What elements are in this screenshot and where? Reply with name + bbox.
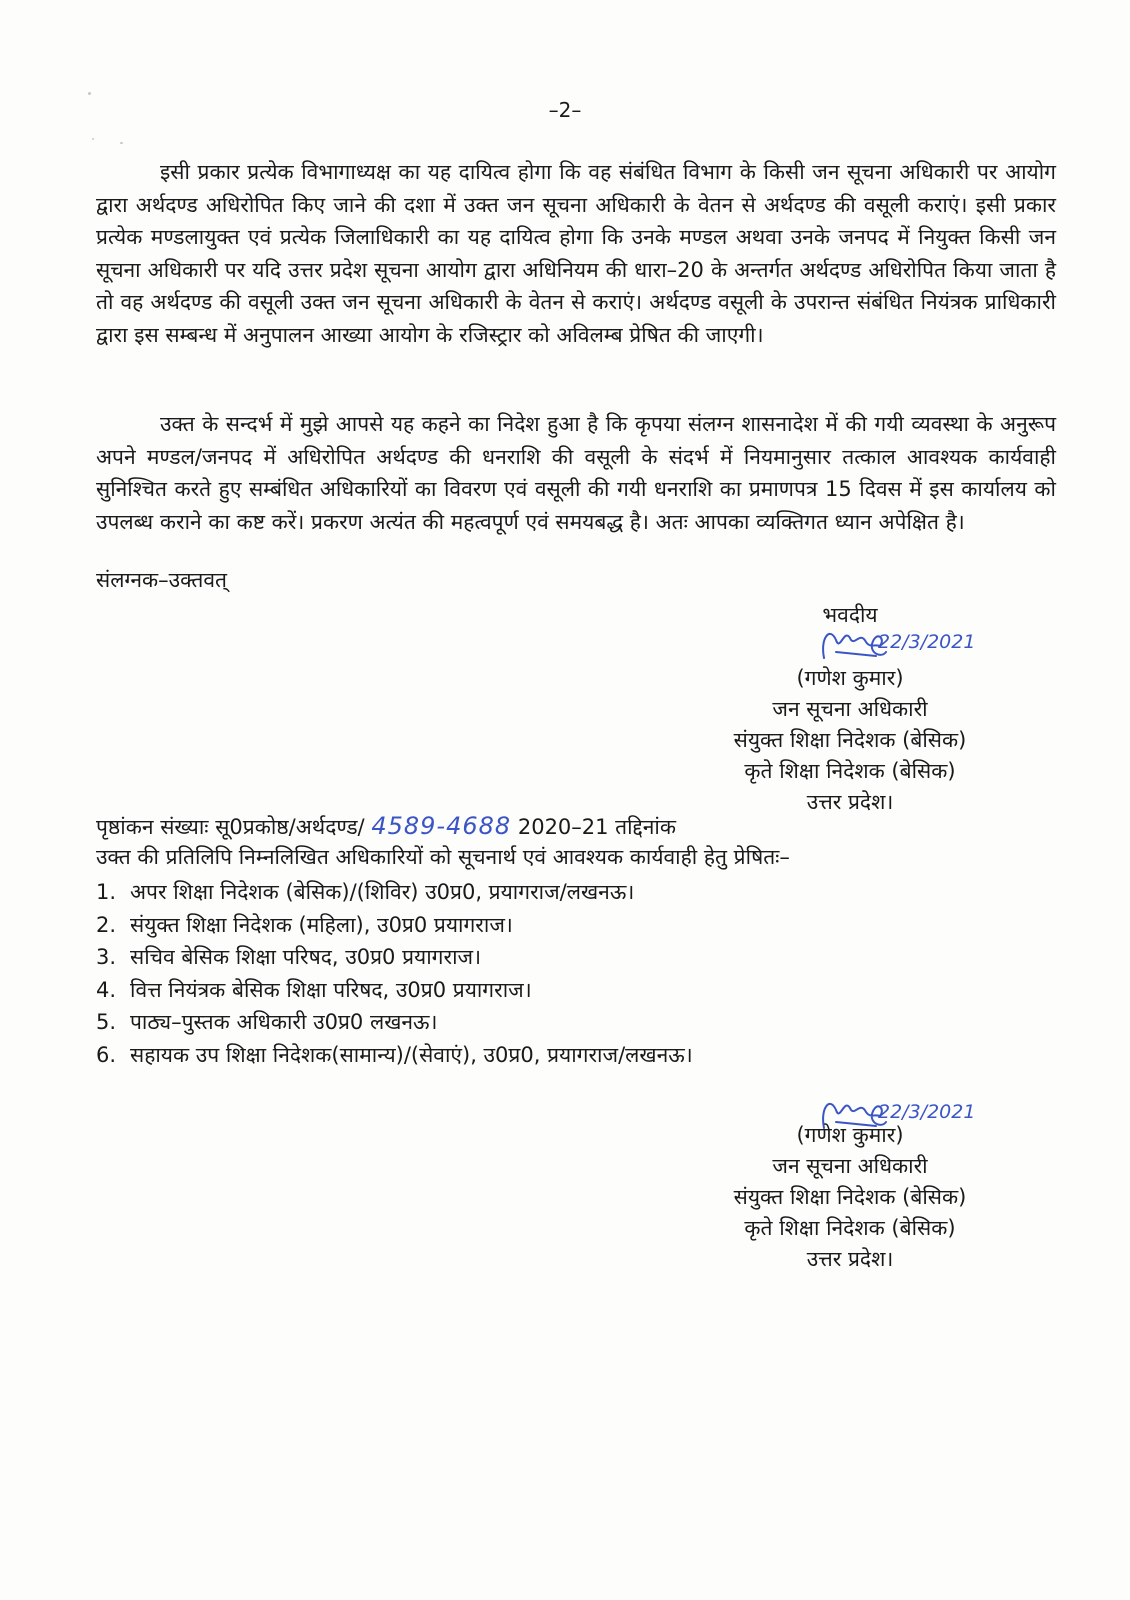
page-number: –2–	[548, 98, 582, 122]
designation: जन सूचना अधिकारी	[772, 697, 928, 721]
copy-recipient-list	[96, 876, 693, 1071]
list-number: 5.	[96, 1010, 117, 1034]
handwritten-signature-1	[816, 618, 996, 668]
designation: संयुक्त शिक्षा निदेशक (बेसिक)	[733, 728, 967, 752]
valediction: भवदीय	[822, 603, 878, 627]
reference-prefix: पृष्ठांकन संख्याः सू0प्रकोष्ठ/अर्थदण्ड/	[96, 815, 365, 839]
handwritten-signature-2	[816, 1088, 996, 1138]
list-text: सहायक उप शिक्षा निदेशक(सामान्य)/(सेवाएं), उ0प्र0, प्रयागराज/लखनऊ।	[130, 1042, 693, 1067]
signatory-name: (गणेश कुमार)	[796, 1123, 904, 1147]
reference-suffix: 2020–21 तद्दिनांक	[517, 815, 676, 839]
list-number: 3.	[96, 945, 117, 969]
state-name: उत्तर प्रदेश।	[806, 1247, 894, 1271]
list-item	[96, 1039, 693, 1072]
body-paragraph-1	[96, 156, 1056, 351]
signature-date: 22/3/2021	[878, 1101, 976, 1123]
body-paragraph-2	[96, 408, 1056, 538]
signatory-name: (गणेश कुमार)	[796, 666, 904, 690]
list-number: 2.	[96, 912, 117, 937]
paragraph-text: उक्त के सन्दर्भ में मुझे आपसे यह कहने का निदेश हुआ है कि कृपया संलग्न शासनादेश में की गयी व्यवस्था के अनुरूप अपने मण्डल/जनपद में अधिरोपित अर्थदण्ड की धनराशि की वसूली के संदर्भ में नियमानुसार तत्काल आवश्यक कार्यवाही सुनिश्चित करते हुए सम्बंधित अधिकारियों का विवरण एवं वसूली की गयी धनराशि का प्रमाणपत्र 15 दिवस में इस कार्यालय को उपलब्ध कराने का कष्ट करें। प्रकरण अत्यंत की महत्वपूर्ण एवं समयबद्ध है। अतः आपका व्यक्तिगत ध्यान अपेक्षित है।	[96, 412, 1056, 534]
list-item	[96, 876, 693, 909]
designation: संयुक्त शिक्षा निदेशक (बेसिक)	[733, 1185, 967, 1209]
list-item	[96, 974, 693, 1007]
list-number: 1.	[96, 880, 117, 904]
signature-block-2	[700, 1120, 1000, 1275]
list-number: 6.	[96, 1042, 117, 1067]
copy-intro: उक्त की प्रतिलिपि निम्नलिखित अधिकारियों को सूचनार्थ एवं आवश्यक कार्यवाही हेतु प्रेषितः–	[96, 845, 790, 869]
list-text: वित्त नियंत्रक बेसिक शिक्षा परिषद, उ0प्र0 प्रयागराज।	[130, 977, 532, 1002]
list-text: सचिव बेसिक शिक्षा परिषद, उ0प्र0 प्रयागराज।	[130, 945, 482, 969]
scan-speck	[120, 142, 123, 144]
handwritten-reference-number: 4589-4688	[371, 812, 512, 840]
paragraph-text: इसी प्रकार प्रत्येक विभागाध्यक्ष का यह दायित्व होगा कि वह संबंधित विभाग के किसी जन सूचना अधिकारी पर आयोग द्वारा अर्थदण्ड अधिरोपित किए जाने की दशा में उक्त जन सूचना अधिकारी के वेतन से अर्थदण्ड की वसूली कराएं। इसी प्रकार प्रत्येक मण्डलायुक्त एवं प्रत्येक जिलाधिकारी का यह दायित्व होगा कि उनके मण्डल अथवा उनके जनपद में नियुक्त किसी जन सूचना अधिकारी पर यदि उत्तर प्रदेश सूचना आयोग द्वारा अधिनियम की धारा–20 के अन्तर्गत अर्थदण्ड अधिरोपित किया जाता है तो वह अर्थदण्ड की वसूली उक्त जन सूचना अधिकारी के वेतन से कराएं। अर्थदण्ड वसूली के उपरान्त संबंधित नियंत्रक प्राधिकारी द्वारा इस सम्बन्ध में अनुपालन आख्या आयोग के रजिस्ट्रार को अविलम्ब प्रेषित की जाएगी।	[96, 160, 1056, 347]
designation: जन सूचना अधिकारी	[772, 1154, 928, 1178]
list-text: अपर शिक्षा निदेशक (बेसिक)/(शिविर) उ0प्र0, प्रयागराज/लखनऊ।	[130, 880, 635, 904]
state-name: उत्तर प्रदेश।	[806, 790, 894, 814]
list-item	[96, 941, 693, 974]
scan-speck	[92, 138, 94, 140]
designation: कृते शिक्षा निदेशक (बेसिक)	[744, 1216, 956, 1240]
designation: कृते शिक्षा निदेशक (बेसिक)	[744, 759, 956, 783]
list-text: पाठ्य–पुस्तक अधिकारी उ0प्र0 लखनऊ।	[130, 1010, 438, 1034]
enclosure-note: संलग्नक–उक्तवत्	[96, 568, 227, 592]
list-item	[96, 909, 693, 942]
reference-line	[96, 812, 676, 841]
scan-speck	[88, 92, 91, 95]
list-number: 4.	[96, 977, 117, 1002]
list-text: संयुक्त शिक्षा निदेशक (महिला), उ0प्र0 प्रयागराज।	[130, 912, 513, 937]
list-item	[96, 1006, 693, 1039]
signature-date: 22/3/2021	[878, 631, 976, 653]
